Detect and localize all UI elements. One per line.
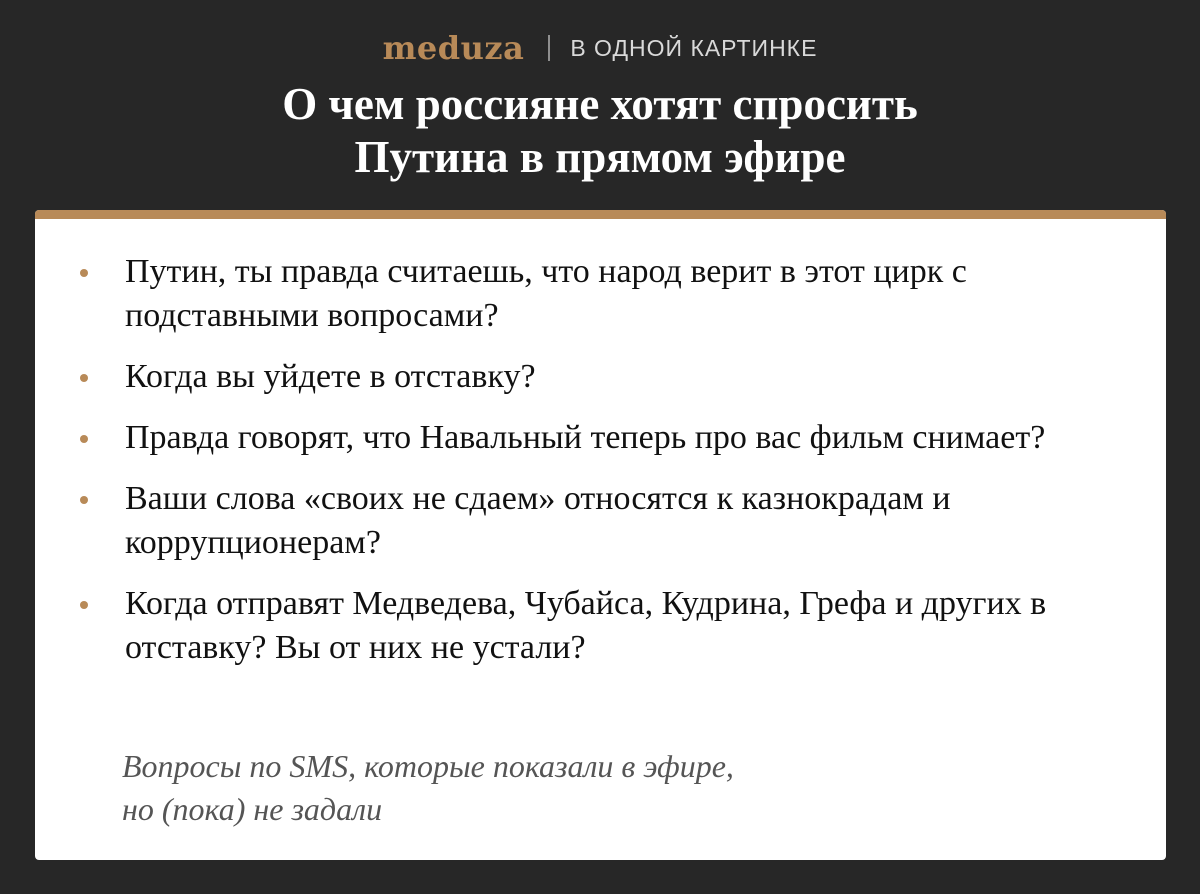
brand-logo[interactable]: meduza bbox=[382, 29, 525, 67]
question-item bbox=[35, 250, 1166, 338]
question-text: Когда отправят Медведева, Чубайса, Кудрина, Грефа и других в отставку? Вы от них не устали? bbox=[125, 585, 1047, 666]
brand-separator bbox=[548, 35, 550, 61]
title-line-1: О чем россияне хотят спросить bbox=[282, 79, 918, 129]
caption bbox=[122, 745, 1022, 831]
question-item bbox=[35, 416, 1166, 460]
question-text: Правда говорят, что Навальный теперь про вас фильм снимает? bbox=[125, 419, 1046, 456]
title-line-2: Путина в прямом эфире bbox=[354, 132, 846, 182]
questions-card bbox=[35, 210, 1166, 860]
brand-row bbox=[0, 28, 1200, 68]
question-text: Путин, ты правда считаешь, что народ верит в этот цирк с подставными вопросами? bbox=[125, 253, 967, 334]
header bbox=[0, 0, 1200, 210]
caption-line-2: но (пока) не задали bbox=[122, 791, 383, 827]
question-text: Когда вы уйдете в отставку? bbox=[125, 358, 536, 395]
caption-line-1: Вопросы по SMS, которые показали в эфире, bbox=[122, 748, 734, 784]
question-item bbox=[35, 477, 1166, 565]
question-item bbox=[35, 355, 1166, 399]
bullet-icon bbox=[80, 601, 88, 609]
bullet-icon bbox=[80, 269, 88, 277]
section-label[interactable]: В ОДНОЙ КАРТИНКЕ bbox=[570, 35, 818, 61]
question-item bbox=[35, 582, 1166, 670]
bullet-icon bbox=[80, 496, 88, 504]
bullet-icon bbox=[80, 435, 88, 443]
question-text: Ваши слова «своих не сдаем» относятся к казнокрадам и коррупционерам? bbox=[125, 480, 951, 561]
card-accent-bar bbox=[35, 210, 1166, 219]
page-title bbox=[0, 78, 1200, 184]
bullet-icon bbox=[80, 374, 88, 382]
question-list bbox=[35, 250, 1166, 687]
